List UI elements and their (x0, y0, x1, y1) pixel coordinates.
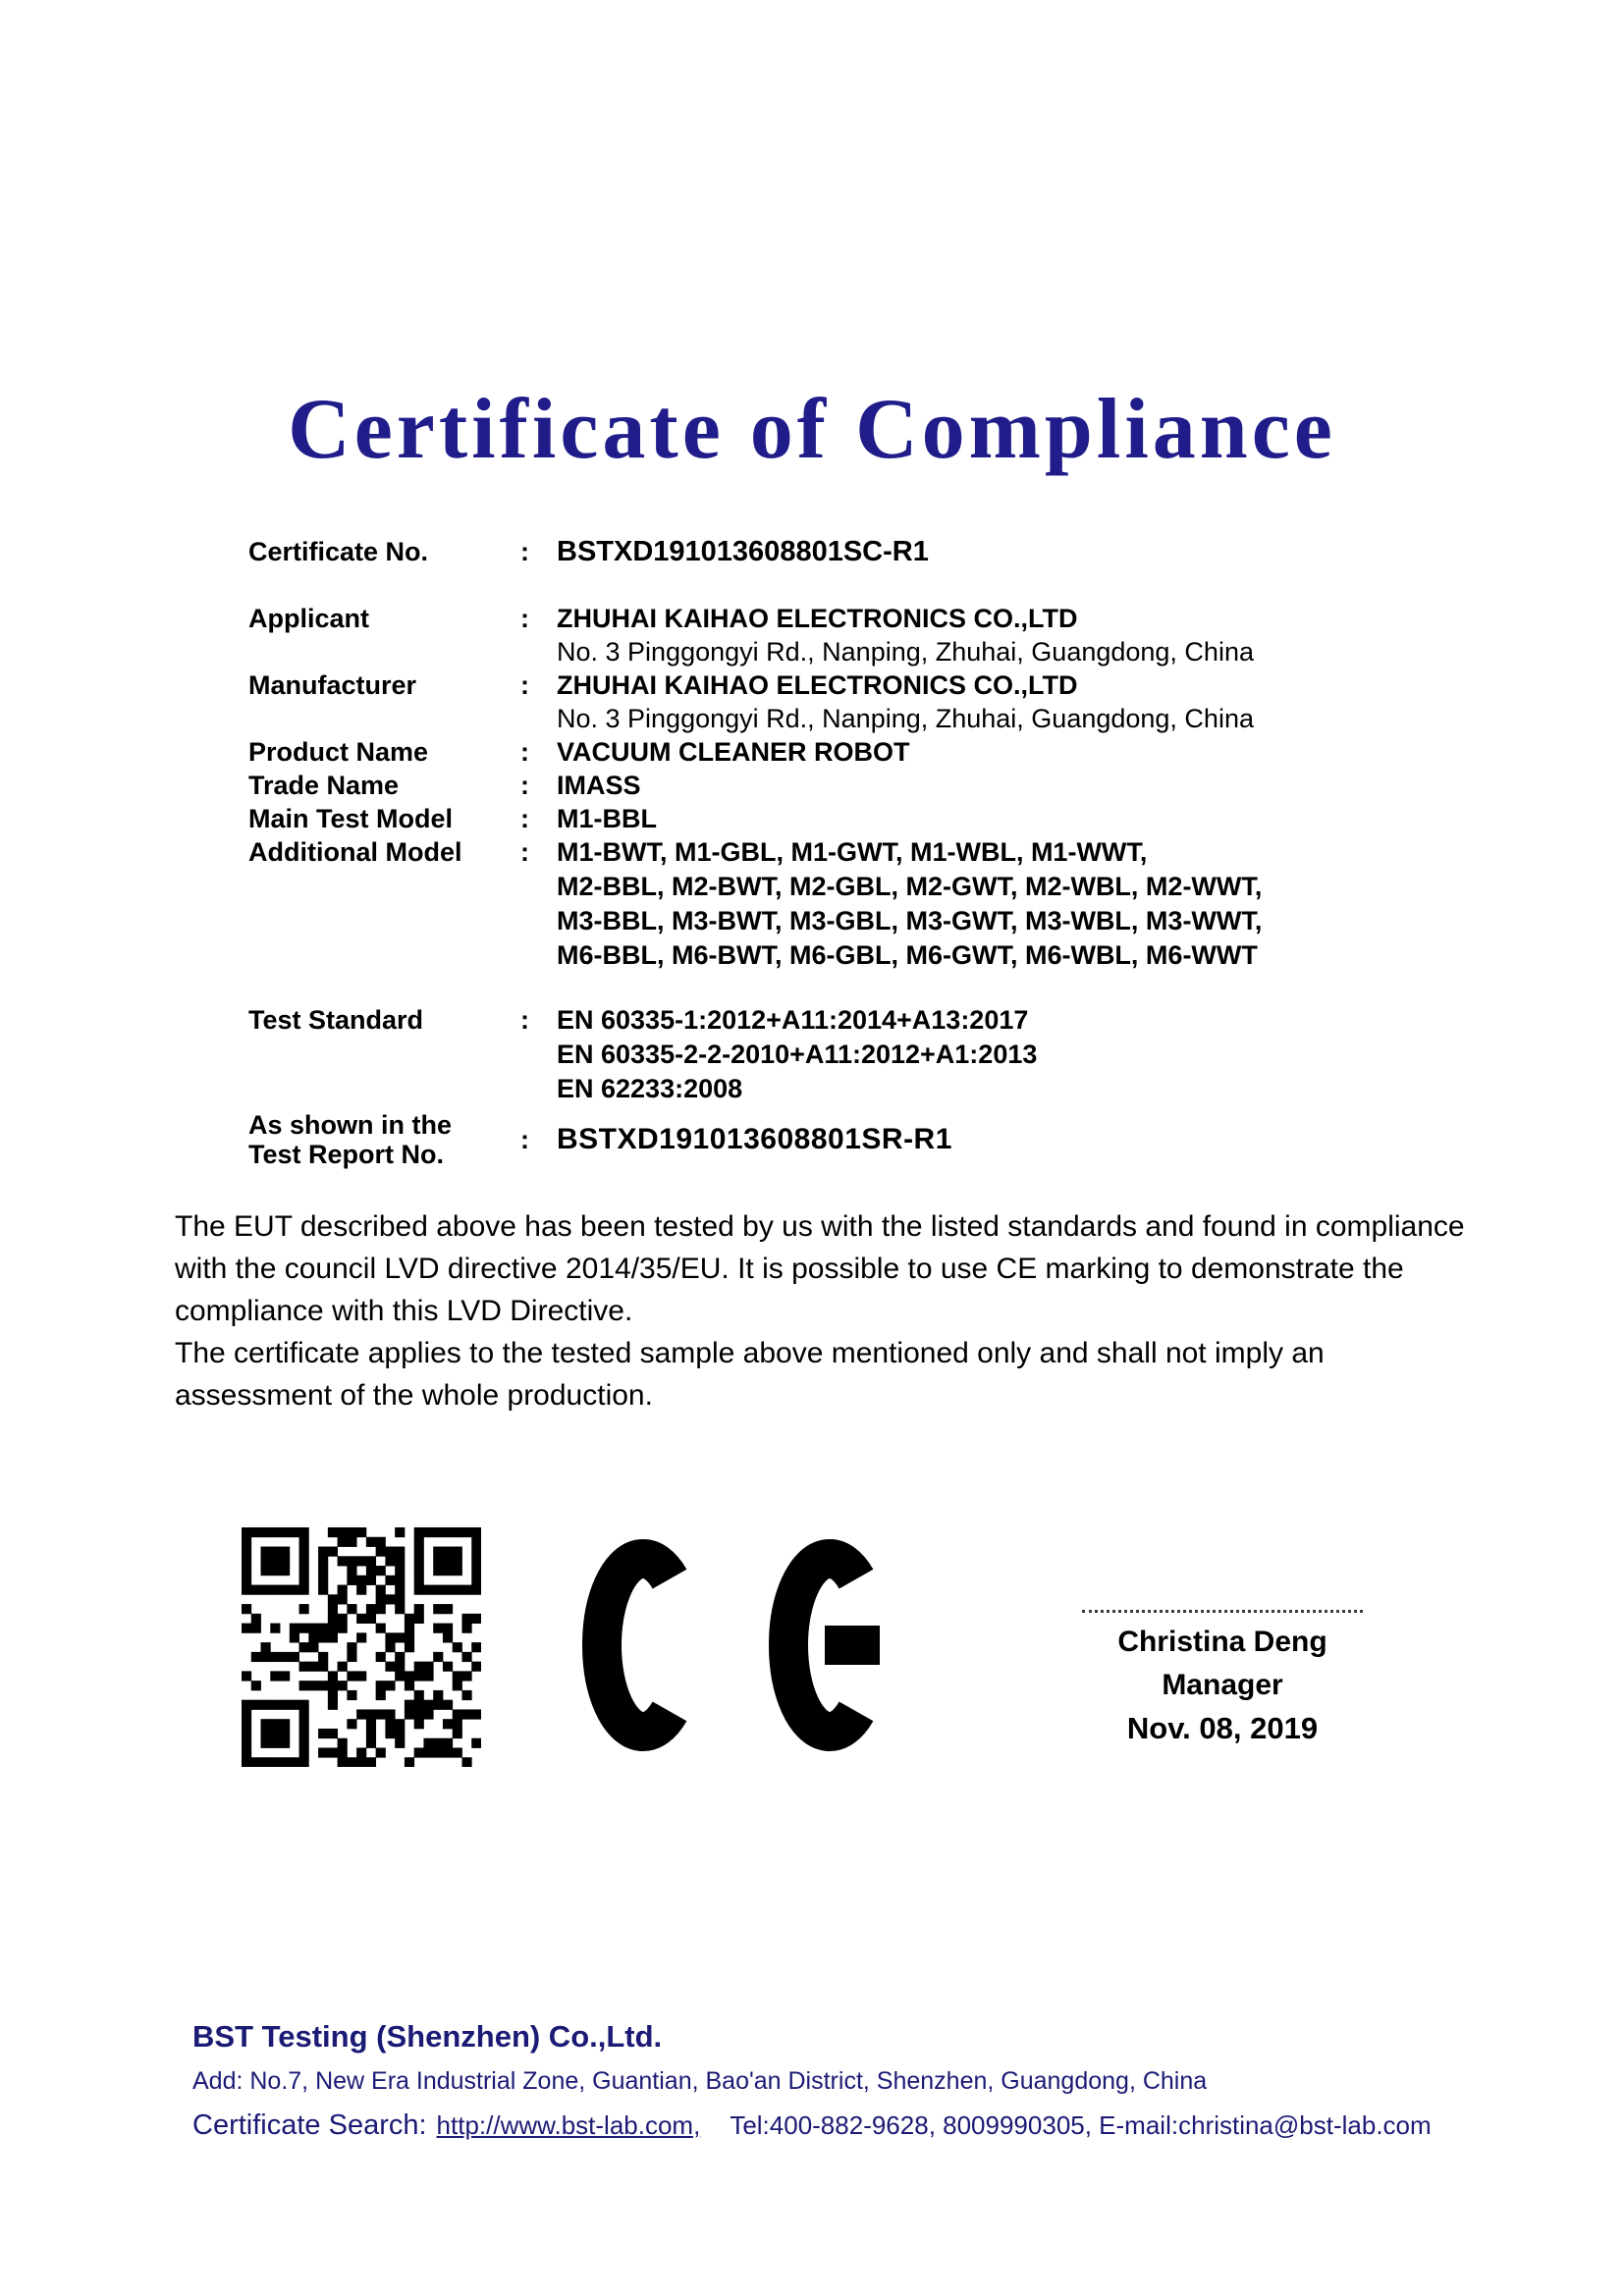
applicant-value (557, 602, 1254, 668)
body-text (175, 1205, 1467, 1416)
applicant-company: ZHUHAI KAIHAO ELECTRONICS CO.,LTD (557, 604, 1078, 633)
qr-code (242, 1527, 481, 1767)
field-applicant (248, 602, 1417, 668)
body-paragraph-compliance: The EUT described above has been tested by us with the listed standards and found in compliance with the council LVD directive 2014/35/EU. It is possible to use CE marking to demonstrate the compliance with this LVD Directive. (175, 1210, 1465, 1327)
field-test-standard (248, 1003, 1417, 1106)
standard-line: EN 62233:2008 (557, 1074, 743, 1103)
manufacturer-value (557, 668, 1254, 735)
lab-contact-info: Tel:400-882-9628, 8009990305, E-mail:christina@bst-lab.com (730, 2110, 1432, 2140)
field-label: Main Test Model (248, 804, 454, 833)
ce-letter-e-bar (825, 1626, 880, 1665)
product-name-value: VACUUM CLEANER ROBOT (557, 737, 910, 767)
signer-name: Christina Deng (1117, 1626, 1327, 1658)
colon-separator: : (520, 537, 529, 566)
model-line: M1-BWT, M1-GBL, M1-GWT, M1-WBL, M1-WWT, (557, 837, 1148, 867)
standard-line: EN 60335-2-2-2010+A11:2012+A1:2013 (557, 1040, 1038, 1069)
signature-date: Nov. 08, 2019 (1126, 1711, 1319, 1745)
field-main-test-model (248, 802, 1417, 835)
field-label: Applicant (248, 604, 370, 633)
lab-address: Add: No.7, New Era Industrial Zone, Guantian, Bao'an District, Shenzhen, Guangdong, China (192, 2067, 1208, 2095)
footer (192, 2018, 1508, 2143)
signature-block (1041, 1610, 1404, 1746)
ce-mark (579, 1532, 903, 1758)
model-line: M3-BBL, M3-BWT, M3-GBL, M3-GWT, M3-WBL, M3-WWT, (557, 906, 1263, 935)
model-line: M6-BBL, M6-BWT, M6-GBL, M6-GWT, M6-WBL, M6-WWT (557, 940, 1258, 970)
field-label: Certificate No. (248, 537, 429, 566)
field-label-line: Test Report No. (248, 1140, 445, 1169)
field-label: Additional Model (248, 837, 462, 867)
field-additional-model (248, 835, 1417, 973)
field-label: Manufacturer (248, 670, 417, 700)
lab-company-name: BST Testing (Shenzhen) Co.,Ltd. (192, 2019, 663, 2054)
colon-separator: : (520, 1125, 529, 1154)
field-trade-name (248, 769, 1417, 802)
manufacturer-company: ZHUHAI KAIHAO ELECTRONICS CO.,LTD (557, 670, 1078, 700)
field-label: Trade Name (248, 771, 400, 800)
model-line: M2-BBL, M2-BWT, M2-GBL, M2-GWT, M2-WBL, M2-WWT, (557, 872, 1263, 901)
colon-separator: : (520, 804, 529, 833)
signature-dotted-line (1082, 1610, 1363, 1613)
colon-separator: : (520, 737, 529, 767)
applicant-address: No. 3 Pinggongyi Rd., Nanping, Zhuhai, Guangdong, China (557, 637, 1254, 667)
ce-letter-c (602, 1559, 670, 1732)
certificate-search-link[interactable]: http://www.bst-lab.com, (436, 2110, 701, 2140)
colon-separator: : (520, 604, 529, 633)
field-product-name (248, 735, 1417, 769)
field-test-report-no (248, 1110, 1417, 1169)
trade-name-value: IMASS (557, 771, 641, 800)
certificate-number: BSTXD191013608801SC-R1 (557, 536, 929, 567)
signer-role: Manager (1162, 1669, 1283, 1701)
body-paragraph-scope: The certificate applies to the tested sample above mentioned only and shall not imply an assessment of the whole production. (175, 1337, 1325, 1412)
field-label: Product Name (248, 737, 429, 767)
colon-separator: : (520, 837, 529, 867)
field-certificate-no (248, 535, 1417, 568)
field-label: Test Standard (248, 1005, 424, 1035)
manufacturer-address: No. 3 Pinggongyi Rd., Nanping, Zhuhai, Guangdong, China (557, 704, 1254, 733)
test-standard-value (557, 1003, 1037, 1106)
field-label-line: As shown in the (248, 1110, 453, 1140)
certificate-search-label: Certificate Search: (192, 2109, 427, 2141)
certificate-info (248, 535, 1417, 1169)
colon-separator: : (520, 771, 529, 800)
certificate-title: Certificate of Compliance (288, 382, 1336, 477)
standard-line: EN 60335-1:2012+A11:2014+A13:2017 (557, 1005, 1029, 1035)
colon-separator: : (520, 670, 529, 700)
certificate-search-line (192, 2108, 1508, 2143)
test-report-number: BSTXD191013608801SR-R1 (557, 1123, 952, 1155)
main-test-model-value: M1-BBL (557, 804, 657, 833)
field-manufacturer (248, 668, 1417, 735)
additional-model-value (557, 835, 1262, 973)
field-label (248, 1110, 520, 1169)
colon-separator: : (520, 1005, 529, 1035)
